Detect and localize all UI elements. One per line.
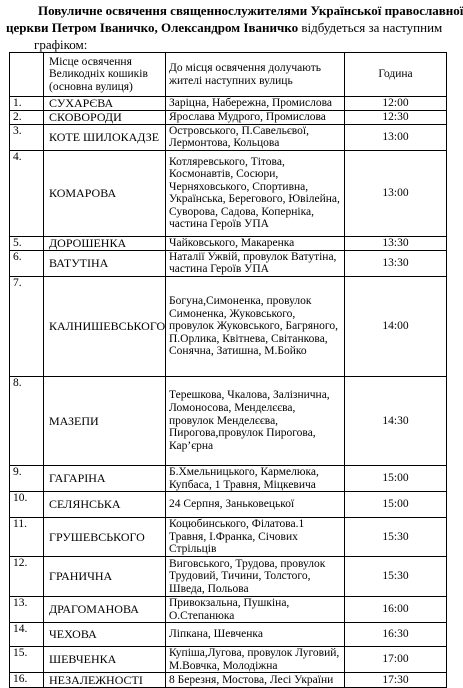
row-adjacent-streets: Ліпкана, Шевченка xyxy=(166,623,345,647)
row-num: 15. xyxy=(10,647,44,673)
table-row xyxy=(10,623,447,647)
row-time: 14:00 xyxy=(345,276,447,376)
table-row xyxy=(10,110,447,124)
row-time: 15:00 xyxy=(345,465,447,491)
header-num xyxy=(10,53,44,97)
intro-line-1: Повуличне освячення священнослужителями Української православної xyxy=(38,3,463,18)
row-adjacent-streets: Коцюбинського, Філатова.1 Травня, І.Франка, Січових Стрільців xyxy=(166,518,345,557)
row-adjacent-streets: 24 Серпня, Заньковецької xyxy=(166,492,345,518)
row-time: 13:00 xyxy=(345,124,447,150)
table-row xyxy=(10,124,447,150)
header-time: Година xyxy=(345,53,447,97)
row-adjacent-streets: Виговського, Трудова, провулок Трудовий, Тичини, Толстого, Шведа, Польова xyxy=(166,556,345,596)
row-time: 13:00 xyxy=(345,150,447,236)
row-adjacent-streets: Привокзальна, Пушкіна, О.Степанюка xyxy=(166,596,345,622)
row-adjacent-streets: Богуна,Симоненка, провулок Симоненка, Жуковського, провулок Жуковського, Багряного, П.Орлика, Квітнева, Світанкова, Сонячна, Затишна, М.Бойко xyxy=(166,276,345,376)
row-time: 12:30 xyxy=(345,110,447,124)
row-num: 5. xyxy=(10,236,44,250)
table-row xyxy=(10,276,447,376)
row-adjacent-streets: Островського, П.Савельєвої, Лермонтова, Кольцова xyxy=(166,124,345,150)
intro-paragraph xyxy=(0,0,463,52)
table-row xyxy=(10,150,447,236)
row-num: 3. xyxy=(10,124,44,150)
row-street: ГРУШЕВСЬКОГО xyxy=(44,518,166,557)
table-row xyxy=(10,465,447,491)
row-adjacent-streets: Чайковського, Макаренка xyxy=(166,236,345,250)
row-adjacent-streets: Наталії Ужвій, провулок Ватутіна, частина Героїв УПА xyxy=(166,250,345,276)
table-row xyxy=(10,556,447,596)
row-time: 14:30 xyxy=(345,376,447,465)
row-street: НЕЗАЛЕЖНОСТІ xyxy=(44,673,166,688)
row-num: 4. xyxy=(10,150,44,236)
table-row xyxy=(10,376,447,465)
row-street: МАЗЕПИ xyxy=(44,376,166,465)
table-row xyxy=(10,596,447,622)
row-num: 1. xyxy=(10,97,44,111)
row-adjacent-streets: 8 Березня, Мостова, Лесі України xyxy=(166,673,345,688)
row-adjacent-streets: Купіша,Лугова, провулок Луговий, М.Вовчка, Молодіжна xyxy=(166,647,345,673)
row-adjacent-streets: Ярослава Мудрого, Промислова xyxy=(166,110,345,124)
intro-line-2-rest: відбудеться за наступним xyxy=(298,20,443,35)
table-row xyxy=(10,673,447,688)
row-num: 12. xyxy=(10,556,44,596)
row-time: 17:00 xyxy=(345,647,447,673)
row-street: СУХАРЄВА xyxy=(44,97,166,111)
intro-line-3: графіком: xyxy=(34,37,88,52)
row-time: 15:30 xyxy=(345,556,447,596)
row-adjacent-streets: Котляревського, Тітова, Космонавтів, Сосюри, Черняховського, Спортивна, Українська, Берегового, Ювілейна, Суворова, Садова, Коперніка, частина Героїв УПА xyxy=(166,150,345,236)
row-time: 16:00 xyxy=(345,596,447,622)
header-adjacent: До місця освячення долучають жителі наступних вулиць xyxy=(166,53,345,97)
row-street: ГРАНИЧНА xyxy=(44,556,166,596)
intro-priests: церкви Петром Іваничко, Олександром Іваничко xyxy=(6,20,299,35)
schedule-table xyxy=(9,52,447,688)
row-street: СЕЛЯНСЬКА xyxy=(44,492,166,518)
row-adjacent-streets: Б.Хмельницького, Кармелюка, Купбаса, 1 Травня, Міцкевича xyxy=(166,465,345,491)
row-street: СКОВОРОДИ xyxy=(44,110,166,124)
row-num: 8. xyxy=(10,376,44,465)
row-num: 9. xyxy=(10,465,44,491)
row-street: КОМАРОВА xyxy=(44,150,166,236)
row-time: 15:30 xyxy=(345,518,447,557)
row-num: 16. xyxy=(10,673,44,688)
row-adjacent-streets: Заріцна, Набережна, Промислова xyxy=(166,97,345,111)
table-row xyxy=(10,97,447,111)
row-street: ГАГАРІНА xyxy=(44,465,166,491)
table-row xyxy=(10,250,447,276)
table-row xyxy=(10,518,447,557)
row-street: ДОРОШЕНКА xyxy=(44,236,166,250)
row-time: 12:00 xyxy=(345,97,447,111)
row-time: 15:00 xyxy=(345,492,447,518)
row-num: 11. xyxy=(10,518,44,557)
row-street: ШЕВЧЕНКА xyxy=(44,647,166,673)
row-time: 16:30 xyxy=(345,623,447,647)
row-time: 13:30 xyxy=(345,250,447,276)
intro-line-2 xyxy=(6,20,442,35)
row-time: 13:30 xyxy=(345,236,447,250)
row-street: ЧЕХОВА xyxy=(44,623,166,647)
row-num: 14. xyxy=(10,623,44,647)
row-street: ВАТУТІНА xyxy=(44,250,166,276)
table-row xyxy=(10,647,447,673)
table-header-row xyxy=(10,53,447,97)
row-num: 2. xyxy=(10,110,44,124)
table-row xyxy=(10,236,447,250)
row-num: 7. xyxy=(10,276,44,376)
row-adjacent-streets: Терешкова, Чкалова, Залізнична, Ломоносова, Менделєєва, провулок Менделєєва, Пирогова,провулок Пирогова, Кар’єрна xyxy=(166,376,345,465)
row-num: 13. xyxy=(10,596,44,622)
row-street: ДРАГОМАНОВА xyxy=(44,596,166,622)
table-row xyxy=(10,492,447,518)
row-street: КОТЕ ШИЛОКАДЗЕ xyxy=(44,124,166,150)
row-num: 10. xyxy=(10,492,44,518)
row-street: КАЛНИШЕВСЬКОГО xyxy=(44,276,166,376)
row-time: 17:30 xyxy=(345,673,447,688)
row-num: 6. xyxy=(10,250,44,276)
header-street: Місце освячення Великодніх кошиків (основна вулиця) xyxy=(44,53,166,97)
